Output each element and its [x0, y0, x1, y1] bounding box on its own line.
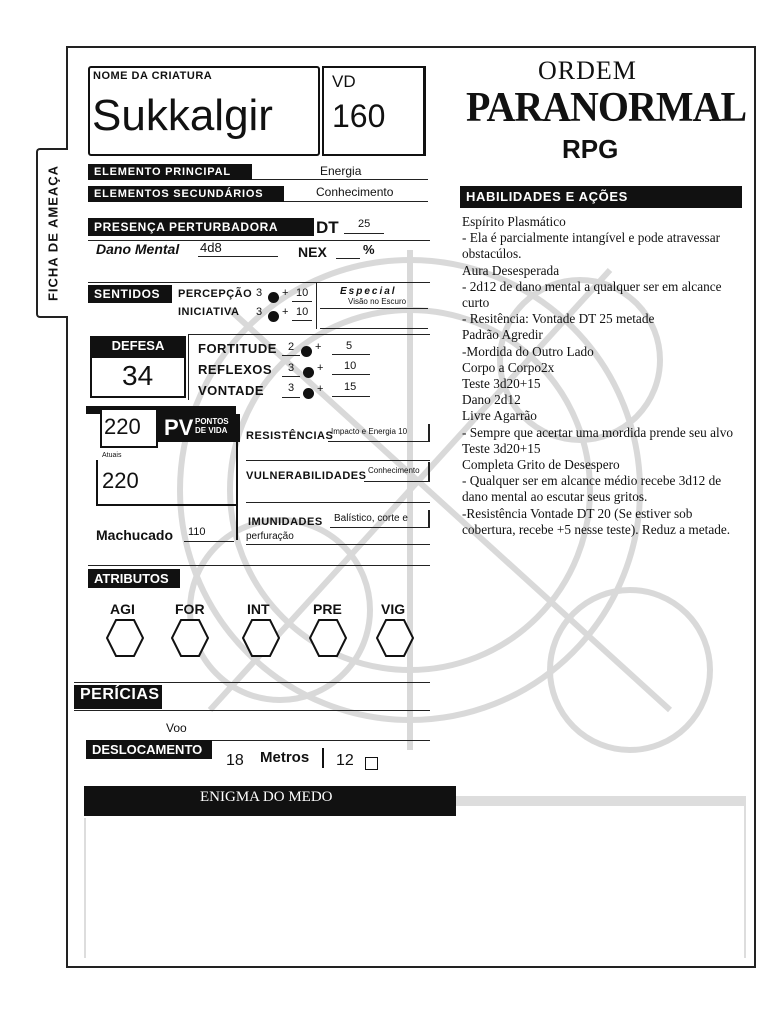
enigma-label: ENIGMA DO MEDO — [200, 789, 333, 805]
creature-name: Sukkalgir — [92, 91, 273, 140]
elementos-secundarios-label: ELEMENTOS SECUNDÁRIOS — [88, 186, 284, 202]
quadrados-checkbox[interactable] — [365, 757, 378, 770]
machucado-label: Machucado — [96, 527, 174, 543]
imunidades-value-2: perfuração — [246, 531, 294, 542]
resistencias-label: RESISTÊNCIAS — [246, 430, 334, 442]
reflexos-bonus: 10 — [344, 360, 357, 372]
fortitude-label: FORTITUDE — [198, 341, 277, 356]
nex-label: NEX — [298, 244, 327, 260]
percepcao-dice: 3 — [256, 287, 263, 299]
pericias-label: PERÍCIAS — [80, 686, 160, 703]
deslocamento-valor: 18 — [226, 752, 244, 769]
fortitude-dice: 2 — [288, 341, 295, 353]
vontade-dice: 3 — [288, 382, 295, 394]
pv-label-sub1: PONTOS — [195, 417, 229, 426]
fortitude-bonus: 5 — [346, 340, 353, 352]
sentidos-label: SENTIDOS — [88, 285, 172, 303]
habilidade-line: Completa Grito de Desespero — [462, 457, 620, 473]
d20-icon — [267, 289, 280, 307]
attr-hex-vig[interactable] — [376, 618, 414, 658]
habilidade-line: Espírito Plasmático — [462, 214, 566, 229]
habilidade-line: Padrão Agredir — [462, 327, 543, 343]
pv-atuais: 220 — [102, 468, 139, 493]
habilidade-line: - Ela é parcialmente intangível e pode atravessar obstacúlos. — [462, 230, 721, 262]
vulnerabilidades-label: VULNERABILIDADES — [246, 470, 367, 482]
habilidade-line: - Sempre que acertar uma mordida prende seu alvo — [462, 424, 733, 440]
atributos-label: ATRIBUTOS — [88, 569, 180, 588]
creature-name-label: NOME DA CRIATURA — [93, 70, 213, 82]
habilidade-line: - 2d12 de dano mental a qualquer ser em alcance curto — [462, 278, 722, 311]
habilidade-line: Livre Agarrão — [462, 408, 537, 424]
defesa-value: 34 — [122, 360, 154, 391]
elemento-principal-label: ELEMENTO PRINCIPAL — [88, 164, 252, 180]
deslocamento-tipo: Voo — [166, 721, 187, 735]
iniciativa-dice: 3 — [256, 306, 263, 318]
especial-label: Especial — [340, 286, 397, 297]
iniciativa-bonus: 10 — [296, 306, 309, 318]
percepcao-bonus: 10 — [296, 287, 309, 299]
habilidade-line: Teste 3d20+15 — [462, 440, 541, 456]
logo-rpg: RPG — [562, 134, 619, 164]
vd-label: VD — [332, 72, 356, 91]
pv-label: PV — [164, 415, 194, 440]
habilidade-line: Aura Desesperada — [462, 262, 560, 278]
pv-atuais-label: Atuais — [102, 452, 122, 459]
dano-mental-label: Dano Mental — [96, 241, 180, 257]
attr-hex-pre[interactable] — [309, 618, 347, 658]
attr-hex-int[interactable] — [242, 618, 280, 658]
pv-label-sub2: DE VIDA — [195, 426, 228, 435]
attr-label-int: INT — [247, 601, 270, 617]
imunidades-value-1: Balístico, corte e — [334, 513, 408, 524]
habilidade-line: Teste 3d20+15 — [462, 376, 541, 392]
habilidade-line: Dano 2d12 — [462, 392, 521, 408]
habilidade-line: - Qualquer ser em alcance médio recebe 3d12 de dano mental ao escutar seus gritos. — [462, 473, 722, 505]
habilidade-line: - Resitência: Vontade DT 25 metade — [462, 311, 655, 327]
deslocamento-quadrados: 12 — [336, 752, 354, 769]
attr-label-vig: VIG — [381, 601, 406, 617]
attr-label-agi: AGI — [110, 601, 135, 617]
logo-paranormal: PARANORMAL — [466, 85, 747, 131]
presenca-dt-value: 25 — [358, 218, 371, 230]
vontade-bonus: 15 — [344, 381, 357, 393]
reflexos-dice: 3 — [288, 362, 295, 374]
dano-mental-value: 4d8 — [200, 240, 222, 255]
d20-icon — [267, 308, 280, 326]
nex-percent: % — [363, 242, 375, 257]
vulnerabilidades-value: Conhecimento — [368, 466, 420, 475]
habilidade-line: -Resistência Vontade DT 20 (Se estiver sob cobertura, recebe +5 nesse teste). Reduz a metade. — [462, 505, 731, 537]
habilidade-line: Corpo a Corpo2x — [462, 359, 555, 375]
ficha-tab-label: FICHA DE AMEAÇA — [45, 164, 61, 302]
d20-icon — [302, 385, 315, 403]
imunidades-label: IMUNIDADES — [248, 516, 323, 528]
presenca-label: PRESENÇA PERTURBADORA — [88, 218, 314, 236]
reflexos-label: REFLEXOS — [198, 362, 273, 377]
attr-label-pre: PRE — [313, 601, 342, 617]
especial-value: Visão no Escuro — [348, 297, 407, 306]
d20-icon — [302, 364, 315, 382]
habilidades-label: HABILIDADES E AÇÕES — [466, 189, 628, 204]
deslocamento-unidade: Metros — [260, 749, 310, 766]
habilidades-text — [462, 214, 744, 538]
ficha-tab — [36, 148, 68, 318]
d20-icon — [300, 343, 313, 361]
pv-max: 220 — [104, 414, 141, 439]
deslocamento-label: DESLOCAMENTO — [86, 740, 212, 759]
resistencias-value: Impacto e Energia 10 — [331, 427, 408, 436]
habilidade-line: -Mordida do Outro Lado — [462, 343, 594, 359]
logo-ordem: ORDEM — [538, 56, 637, 85]
iniciativa-label: INICIATIVA — [178, 306, 240, 318]
vd-value: 160 — [332, 98, 386, 134]
defesa-label: DEFESA — [90, 336, 186, 356]
attr-label-for: FOR — [175, 601, 205, 617]
percepcao-label: PERCEPÇÃO — [178, 288, 253, 300]
elementos-secundarios-value: Conhecimento — [316, 185, 394, 199]
presenca-dt-label: DT — [316, 218, 339, 237]
elemento-principal-value: Energia — [320, 164, 362, 178]
attr-hex-agi[interactable] — [106, 618, 144, 658]
vontade-label: VONTADE — [198, 383, 265, 398]
attr-hex-for[interactable] — [171, 618, 209, 658]
machucado-value: 110 — [188, 526, 206, 538]
